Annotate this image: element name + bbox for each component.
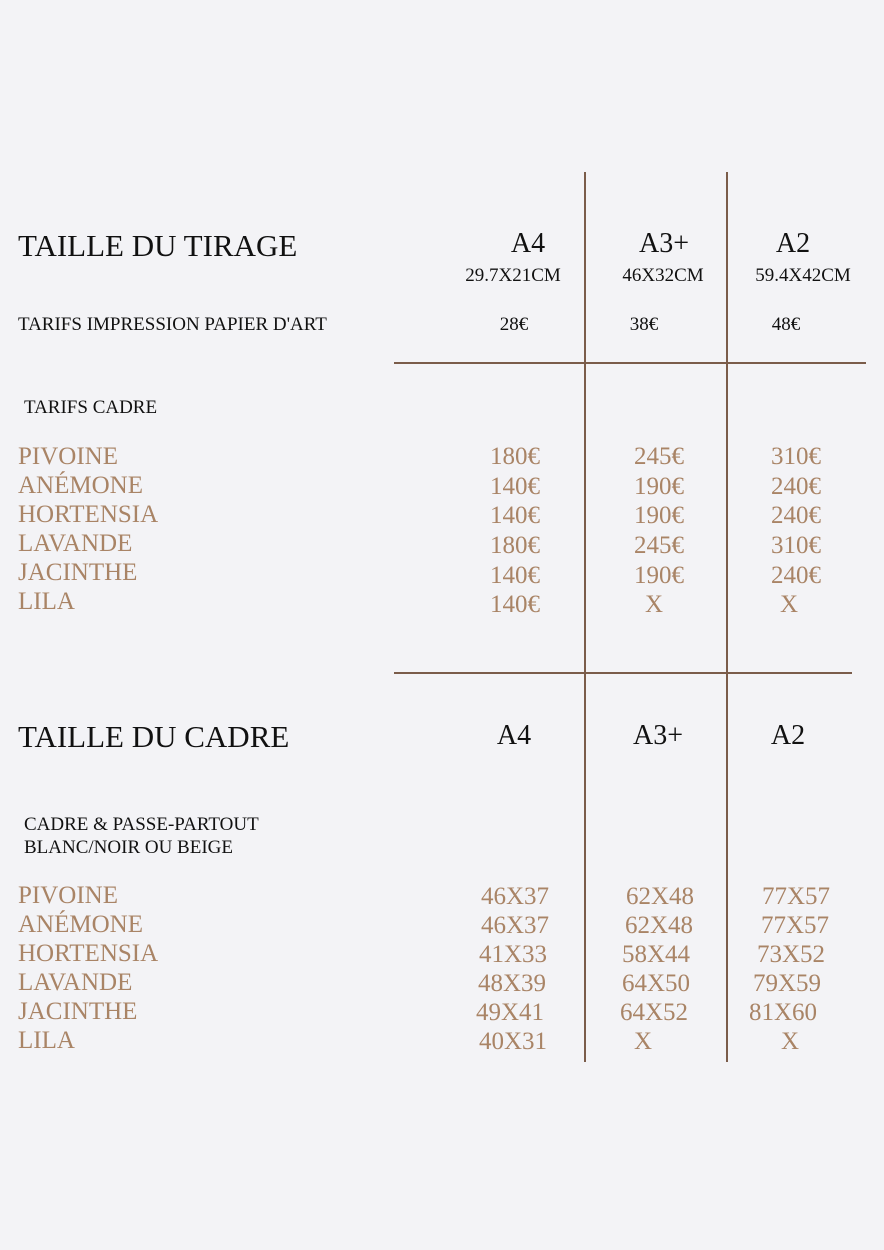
frame-size-a4: 41X33 bbox=[478, 941, 548, 968]
frame-name: ANÉMONE bbox=[18, 472, 143, 499]
cadre-title: TAILLE DU CADRE bbox=[18, 719, 290, 754]
frame-price-a4: 180€ bbox=[490, 443, 540, 470]
frame-price-label: TARIFS CADRE bbox=[24, 397, 158, 418]
column-divider-2 bbox=[726, 172, 728, 1062]
frame-size-a2: 81X60 bbox=[748, 999, 818, 1026]
frame-size-a2: 73X52 bbox=[756, 941, 826, 968]
frame-size-a4: 46X37 bbox=[480, 883, 550, 910]
frame-size-a3: 64X52 bbox=[619, 999, 689, 1026]
row-divider-1 bbox=[394, 362, 866, 364]
frame-price-a4: 140€ bbox=[490, 562, 540, 589]
frame-size-a3: 58X44 bbox=[621, 941, 691, 968]
frame-name: JACINTHE bbox=[18, 559, 138, 586]
frame-price-a3: 245€ bbox=[634, 532, 684, 559]
frame-size-a2: 79X59 bbox=[752, 970, 822, 997]
cadre-label-line1: CADRE & PASSE-PARTOUT bbox=[24, 814, 259, 835]
frame-name: HORTENSIA bbox=[18, 940, 159, 967]
frame-size-a4: 48X39 bbox=[477, 970, 547, 997]
col-a3-size: 46X32CM bbox=[622, 265, 704, 286]
cadre-col-a2-heading: A2 bbox=[770, 720, 806, 751]
cadre-label-line2: BLANC/NOIR OU BEIGE bbox=[24, 837, 233, 858]
print-price-a3: 38€ bbox=[629, 314, 659, 335]
frame-price-a4: 140€ bbox=[490, 591, 540, 618]
cadre-col-a3-heading: A3+ bbox=[632, 720, 684, 751]
frame-name: LILA bbox=[18, 1027, 75, 1054]
frame-size-a2: 77X57 bbox=[761, 883, 831, 910]
frame-size-a2: 77X57 bbox=[760, 912, 830, 939]
frame-price-a3: 190€ bbox=[634, 502, 684, 529]
col-a3-heading: A3+ bbox=[638, 228, 690, 259]
col-a4-size: 29.7X21CM bbox=[465, 265, 561, 286]
frame-price-a2: 240€ bbox=[771, 562, 821, 589]
column-divider-1 bbox=[584, 172, 586, 1062]
print-price-label: TARIFS IMPRESSION PAPIER D'ART bbox=[18, 314, 327, 335]
col-a4-heading: A4 bbox=[510, 228, 546, 259]
frame-size-a3: 64X50 bbox=[621, 970, 691, 997]
frame-price-a3: X bbox=[644, 591, 664, 618]
frame-price-a2: 240€ bbox=[771, 473, 821, 500]
frame-price-a3: 245€ bbox=[634, 443, 684, 470]
frame-name: PIVOINE bbox=[18, 443, 118, 470]
frame-price-a2: 240€ bbox=[771, 502, 821, 529]
frame-size-a4: 40X31 bbox=[478, 1028, 548, 1055]
frame-size-a3: 62X48 bbox=[625, 883, 695, 910]
frame-price-a4: 140€ bbox=[490, 473, 540, 500]
frame-name: HORTENSIA bbox=[18, 501, 159, 528]
frame-size-a3: 62X48 bbox=[624, 912, 694, 939]
frame-price-a3: 190€ bbox=[634, 473, 684, 500]
frame-price-a2: 310€ bbox=[771, 532, 821, 559]
frame-price-a3: 190€ bbox=[634, 562, 684, 589]
frame-name: ANÉMONE bbox=[18, 911, 143, 938]
print-price-a4: 28€ bbox=[499, 314, 529, 335]
tirage-title: TAILLE DU TIRAGE bbox=[18, 228, 298, 263]
frame-size-a3: X bbox=[633, 1028, 653, 1055]
frame-price-a4: 140€ bbox=[490, 502, 540, 529]
frame-size-a4: 49X41 bbox=[475, 999, 545, 1026]
frame-name: JACINTHE bbox=[18, 998, 138, 1025]
cadre-col-a4-heading: A4 bbox=[496, 720, 532, 751]
frame-name: PIVOINE bbox=[18, 882, 118, 909]
frame-size-a4: 46X37 bbox=[480, 912, 550, 939]
col-a2-heading: A2 bbox=[775, 228, 811, 259]
frame-price-a2: 310€ bbox=[771, 443, 821, 470]
frame-name: LILA bbox=[18, 588, 75, 615]
print-price-a2: 48€ bbox=[771, 314, 801, 335]
frame-name: LAVANDE bbox=[18, 969, 133, 996]
row-divider-2 bbox=[394, 672, 852, 674]
frame-price-a4: 180€ bbox=[490, 532, 540, 559]
frame-price-a2: X bbox=[779, 591, 799, 618]
frame-name: LAVANDE bbox=[18, 530, 133, 557]
col-a2-size: 59.4X42CM bbox=[755, 265, 851, 286]
frame-size-a2: X bbox=[780, 1028, 800, 1055]
